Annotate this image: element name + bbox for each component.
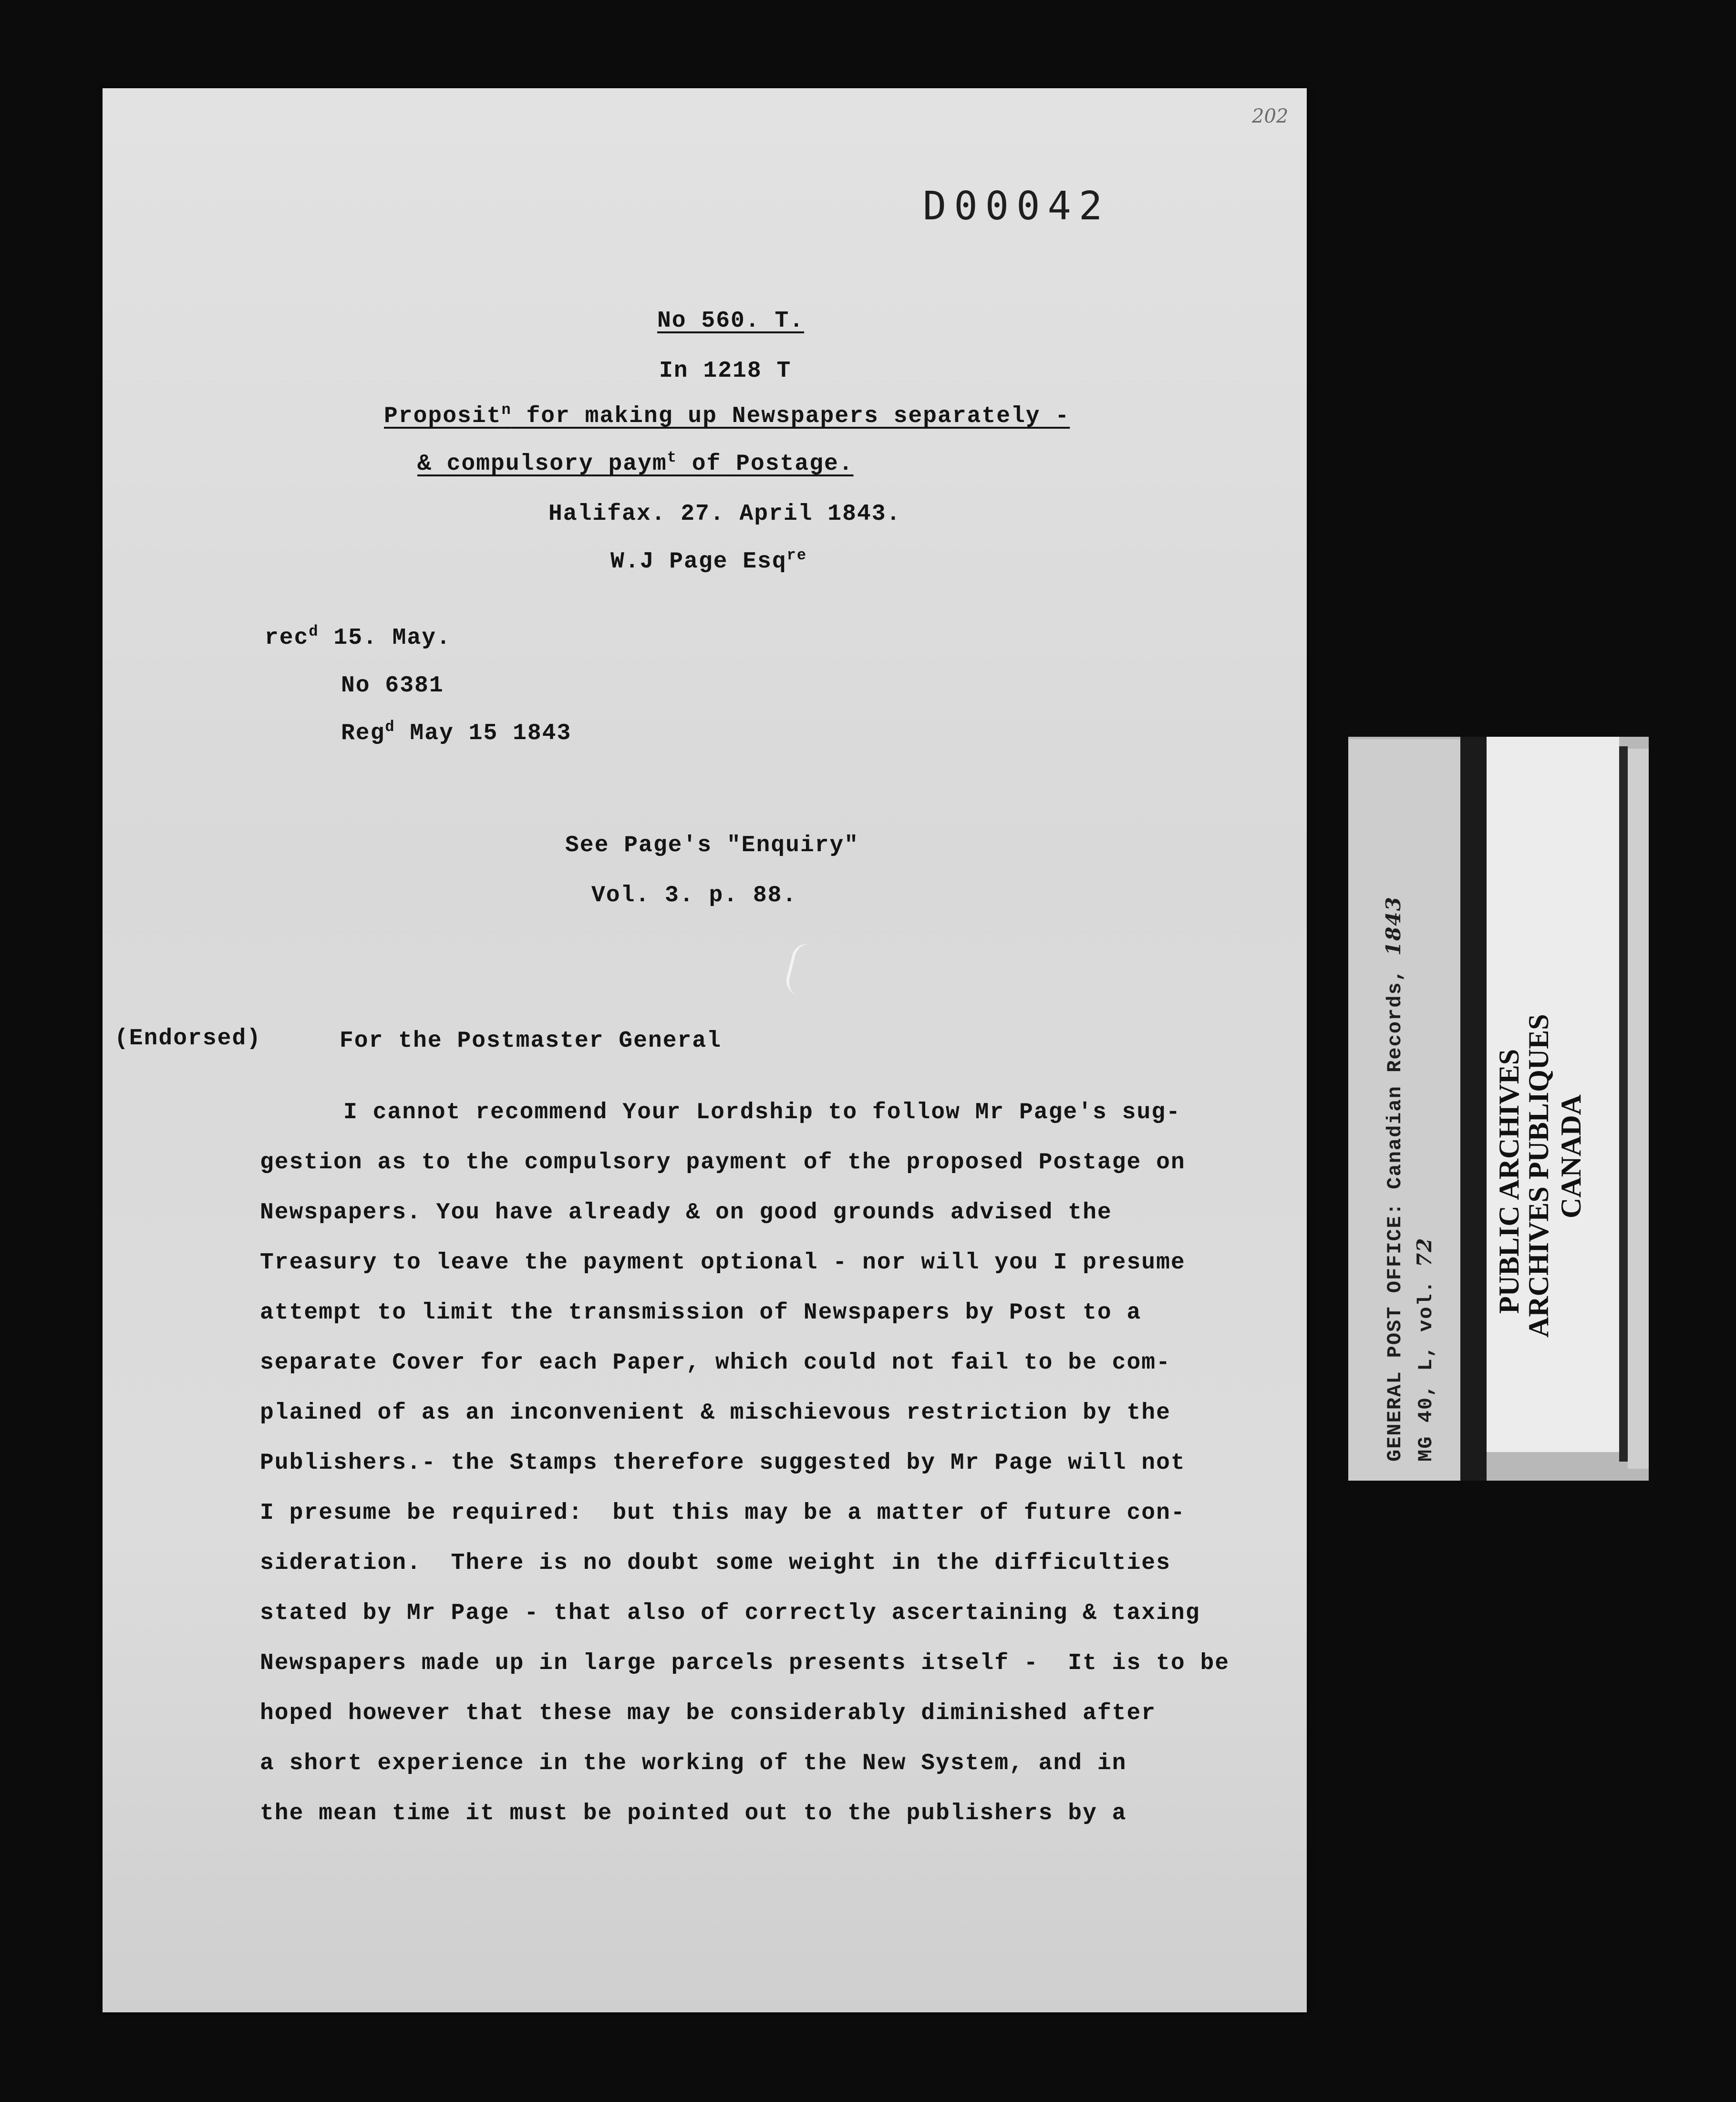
registered-date: Reg$^d$ May 15 1843 xyxy=(341,718,572,746)
archive-label-strip xyxy=(1348,737,1649,1481)
reference-line-2: Vol. 3. p. 88. xyxy=(591,883,797,908)
document-page xyxy=(103,88,1307,2012)
registry-number: No 6381 xyxy=(341,673,444,699)
received-date: rec$^d$ 15. May. xyxy=(265,623,451,651)
body-line: Treasury to leave the payment optional - nor will you I presume xyxy=(260,1250,1186,1276)
heading-in-reference: In 1218 T xyxy=(659,358,792,384)
body-line: a short experience in the working of the New System, and in xyxy=(260,1751,1127,1776)
archive-stamp-line-3: CANADA xyxy=(1555,1094,1587,1218)
archive-stamp-line-2: ARCHIVES PUBLIQUES xyxy=(1523,1014,1554,1338)
body-line: I presume be required: but this may be a matter of future con- xyxy=(260,1500,1186,1526)
folio-number: 202 xyxy=(1252,105,1289,127)
body-line: stated by Mr Page - that also of correctly ascertaining & taxing xyxy=(260,1600,1200,1626)
body-line: Newspapers. You have already & on good grounds advised the xyxy=(260,1200,1112,1226)
body-line: sideration. There is no doubt some weight in the difficulties xyxy=(260,1550,1171,1576)
body-line: Newspapers made up in large parcels presents itself - It is to be xyxy=(260,1650,1230,1676)
body-line: Publishers.- the Stamps therefore suggested by Mr Page will not xyxy=(260,1450,1186,1476)
heading-subject-line-1: Proposit$^n$ for making up Newspapers separately - xyxy=(384,401,1070,429)
heading-sender: W.J Page Esq$^{re}$ xyxy=(610,546,807,575)
check-mark xyxy=(783,941,811,995)
endorsement-tag: (Endorsed) xyxy=(114,1026,262,1051)
heading-subject-line-2: & compulsory paym$^t$ of Postage. xyxy=(417,449,854,477)
heading-place-date: Halifax. 27. April 1843. xyxy=(548,501,901,527)
endorsement-addressee: For the Postmaster General xyxy=(340,1028,722,1054)
archive-record-line-1: GENERAL POST OFFICE: Canadian Records, 1843 xyxy=(1382,896,1406,1462)
archive-record-line-2: MG 40, L, vol. 72 xyxy=(1413,1237,1437,1462)
reference-line-1: See Page's "Enquiry" xyxy=(565,833,859,858)
strip-divider xyxy=(1460,737,1487,1481)
heading-number: No 560. T. xyxy=(657,308,805,334)
body-line: hoped however that these may be considerably diminished after xyxy=(260,1700,1157,1726)
archive-stamp-line-1: PUBLIC ARCHIVES xyxy=(1493,1049,1525,1314)
document-number: D00042 xyxy=(923,184,1110,229)
body-line: plained of as an inconvenient & mischievous restriction by the xyxy=(260,1400,1171,1426)
archive-label-edge xyxy=(1628,749,1649,1469)
body-line: attempt to limit the transmission of Newspapers by Post to a xyxy=(260,1300,1142,1326)
body-line: the mean time it must be pointed out to the publishers by a xyxy=(260,1801,1127,1826)
body-line: gestion as to the compulsory payment of the proposed Postage on xyxy=(260,1150,1186,1175)
archive-stamp-card xyxy=(1487,737,1619,1452)
strip-divider xyxy=(1619,746,1628,1462)
body-line: separate Cover for each Paper, which could not fail to be com- xyxy=(260,1350,1171,1376)
body-line: I cannot recommend Your Lordship to follow Mr Page's sug- xyxy=(343,1100,1181,1125)
archive-label-card xyxy=(1348,739,1460,1481)
